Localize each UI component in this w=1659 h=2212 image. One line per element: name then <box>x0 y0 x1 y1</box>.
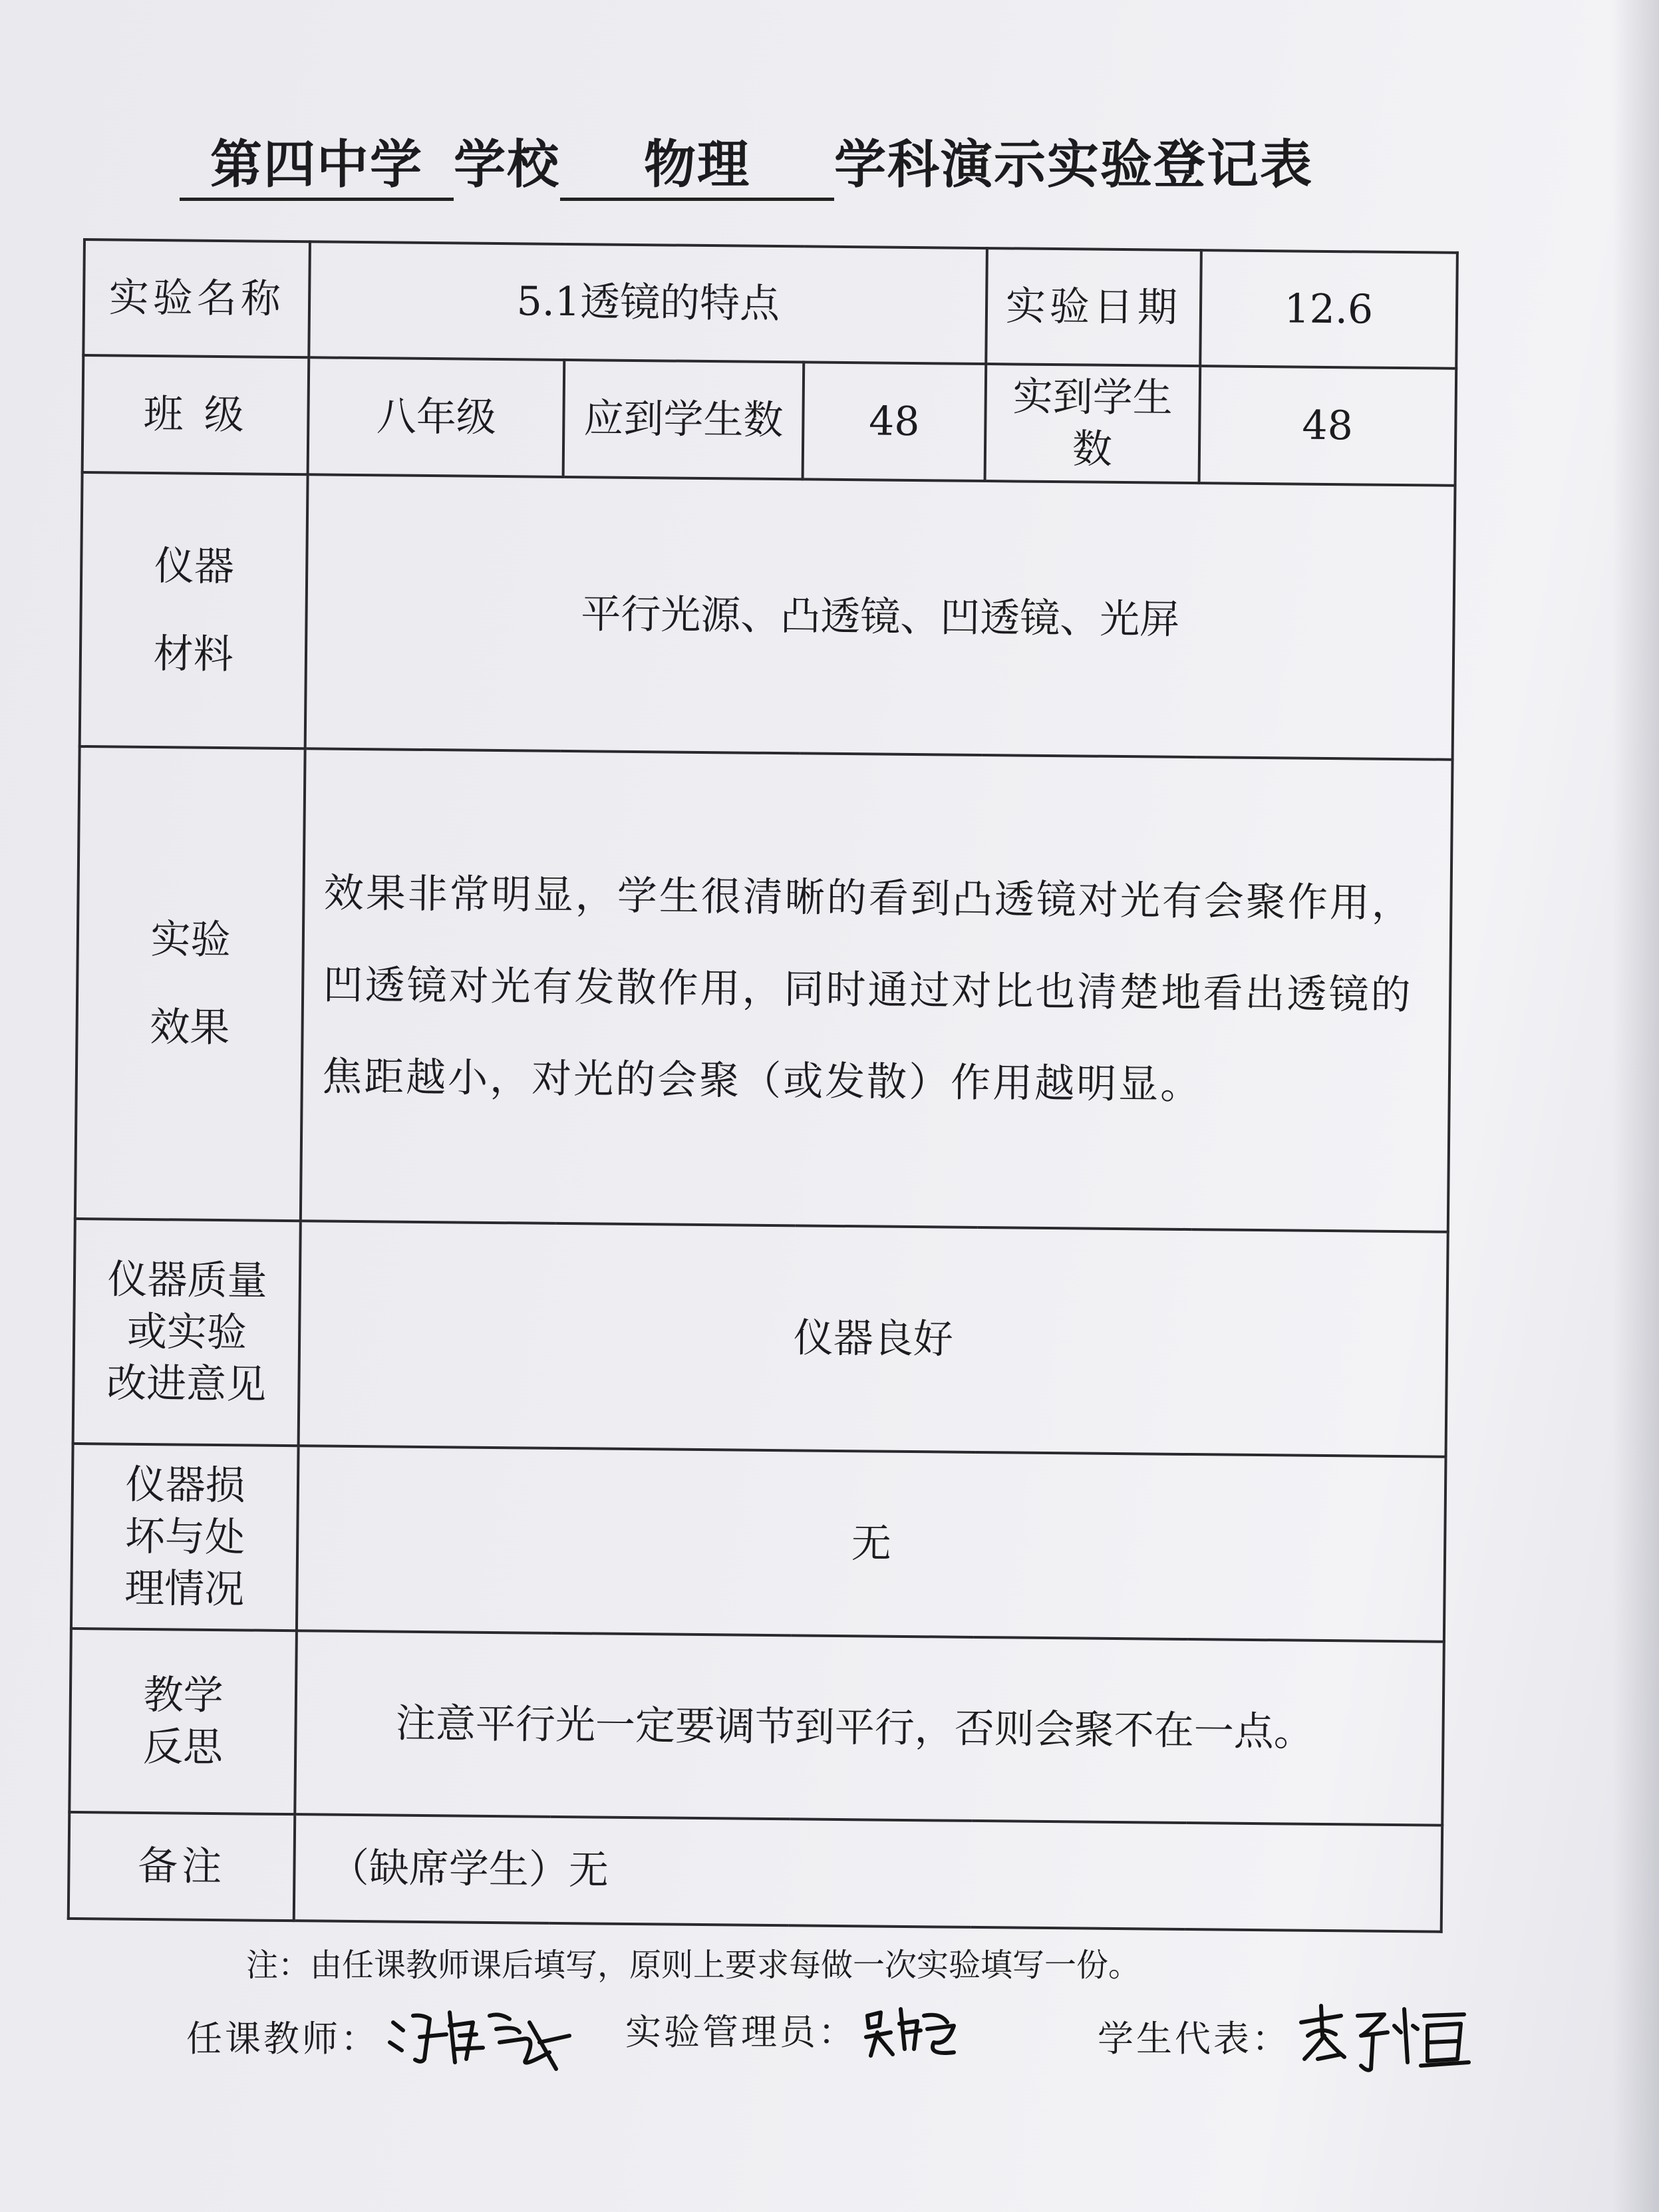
damage-label-line: 坏与处 <box>124 1513 245 1561</box>
student-label: 学生代表： <box>1098 2017 1290 2060</box>
damage-label-line: 仪器损 <box>125 1461 246 1509</box>
experiment-record-table <box>67 238 1459 1933</box>
form-title <box>180 123 1377 201</box>
table-row <box>71 1444 1446 1642</box>
materials-label-line: 仪器 <box>154 543 235 591</box>
quality-label <box>73 1219 301 1446</box>
student-signature-block <box>1098 1996 1474 2076</box>
teacher-label: 任课教师： <box>186 2017 379 2060</box>
school-suffix: 学校 <box>454 135 561 195</box>
actual-students-value: 48 <box>1199 366 1456 486</box>
quality-label-line: 仪器质量 <box>107 1256 267 1305</box>
table-row <box>80 472 1455 760</box>
school-name-blank: 第四中学 <box>180 123 454 201</box>
title-suffix: 学科演示实验登记表 <box>834 135 1314 195</box>
teacher-signature-block <box>186 1996 576 2076</box>
admin-signature-block <box>625 1996 961 2062</box>
damage-label <box>71 1444 299 1631</box>
table-row <box>69 1812 1442 1932</box>
subject-blank: 物理 <box>560 123 834 201</box>
reflection-label <box>69 1629 297 1814</box>
table-row <box>75 746 1453 1232</box>
effect-label-line: 效果 <box>149 1004 230 1052</box>
date-value: 12.6 <box>1200 250 1457 369</box>
quality-label-line: 或实验 <box>126 1308 247 1356</box>
remark-label: 备注 <box>69 1812 295 1921</box>
reflection-label-line: 教学 <box>143 1671 224 1720</box>
effect-label-line: 实验 <box>150 916 231 964</box>
student-signature <box>1294 1996 1474 2076</box>
table-row <box>69 1629 1444 1825</box>
admin-label: 实验管理员： <box>625 2010 857 2053</box>
page-edge-shadow <box>1612 0 1659 2212</box>
quality-label-line: 改进意见 <box>106 1360 267 1408</box>
reflection-text: 注意平行光一定要调节到平行，否则会聚不在一点。 <box>395 1700 1314 1756</box>
footer-note: 注：由任课教师课后填写，原则上要求每做一次实验填写一份。 <box>246 1947 1141 1984</box>
actual-students-label: 实到学生数 <box>985 364 1200 483</box>
table-row <box>83 239 1457 369</box>
admin-signature <box>861 1996 961 2062</box>
experiment-name-label: 实验名称 <box>83 239 310 357</box>
expected-students-label: 应到学生数 <box>563 360 804 479</box>
teacher-signature <box>383 1996 576 2076</box>
class-value: 八年级 <box>308 357 565 477</box>
table-row <box>73 1219 1448 1457</box>
effect-value: 效果非常明显，学生很清晰的看到凸透镜对光有会聚作用，凹透镜对光有发散作用，同时通过对比也清楚地看出透镜的焦距越小，对光的会聚（或发散）作用越明显。 <box>301 748 1452 1232</box>
expected-students-value: 48 <box>802 362 986 481</box>
class-label: 班 级 <box>82 355 309 474</box>
materials-label-line: 材料 <box>153 631 233 679</box>
signature-row <box>186 1996 1490 2076</box>
quality-value: 仪器良好 <box>299 1221 1448 1457</box>
materials-label <box>80 472 308 748</box>
damage-value: 无 <box>297 1446 1445 1642</box>
table-row <box>82 355 1457 486</box>
effect-label <box>75 746 305 1221</box>
date-label: 实验日期 <box>986 248 1201 366</box>
experiment-name-value: 5.1透镜的特点 <box>309 241 988 364</box>
reflection-label-line: 反思 <box>142 1723 224 1772</box>
damage-label-line: 理情况 <box>124 1565 245 1613</box>
remark-value: （缺席学生）无 <box>294 1814 1442 1932</box>
materials-value: 平行光源、凸透镜、凹透镜、光屏 <box>305 474 1455 760</box>
reflection-value <box>295 1631 1444 1825</box>
